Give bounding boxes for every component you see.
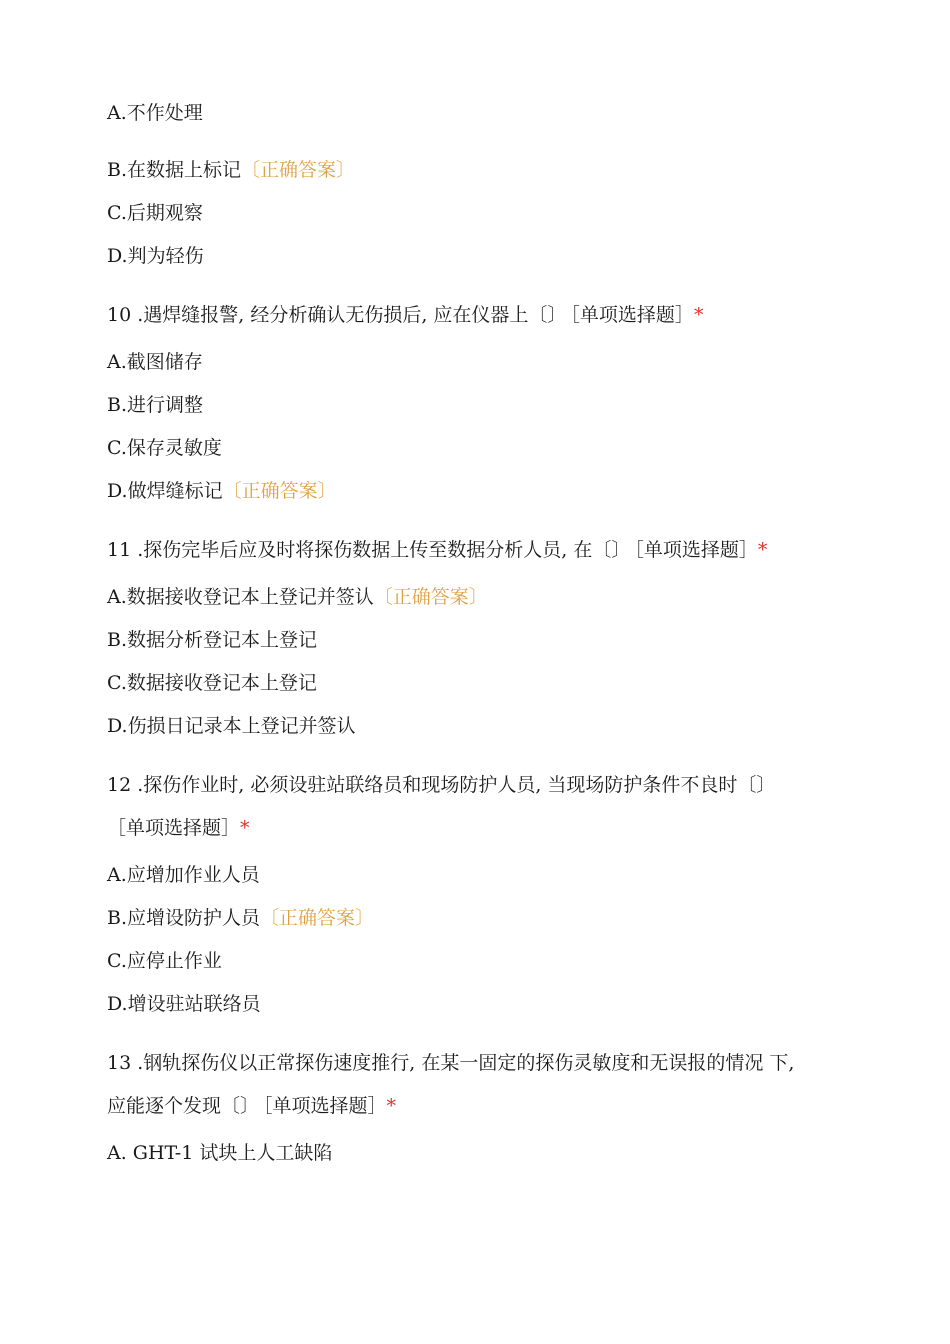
q11-option-b: B.数据分析登记本上登记 <box>107 629 318 651</box>
q10-stem: 10 .遇焊缝报警, 经分析确认无伤损后, 应在仪器上〔〕 ［单项选择题］* <box>107 304 704 326</box>
q13-stem-line1: 13 .钢轨探伤仪以正常探伤速度推行, 在某一固定的探伤灵敏度和无误报的情况 下, <box>107 1052 795 1074</box>
q9-option-a: A.不作处理 <box>107 102 203 124</box>
q12-option-a: A.应增加作业人员 <box>107 864 260 886</box>
question-type-label: ［单项选择题］ <box>107 817 241 839</box>
q12-stem-type <box>107 815 250 841</box>
correct-answer-tag: 〔正确答案〕 <box>373 586 488 608</box>
q12-option-b: B.应增设防护人员〔正确答案〕 <box>107 907 375 929</box>
required-mark: * <box>240 817 250 839</box>
q11-option-a: A.数据接收登记本上登记并签认〔正确答案〕 <box>107 586 488 608</box>
correct-answer-tag: 〔正确答案〕 <box>241 159 356 181</box>
q10-option-d: D.做焊缝标记〔正确答案〕 <box>107 480 337 502</box>
q12-option-c: C.应停止作业 <box>107 950 222 972</box>
q11-option-c: C.数据接收登记本上登记 <box>107 672 317 694</box>
q12-option-d: D.增设驻站联络员 <box>107 993 261 1015</box>
q9-option-d: D.判为轻伤 <box>107 245 204 267</box>
q11-option-d: D.伤损日记录本上登记并签认 <box>107 715 356 737</box>
correct-answer-tag: 〔正确答案〕 <box>222 480 337 502</box>
required-mark: * <box>757 539 768 561</box>
question-type-label: ［单项选择题］ <box>570 304 694 326</box>
required-mark: * <box>693 304 704 326</box>
q9-option-b: B.在数据上标记〔正确答案〕 <box>107 159 356 181</box>
q10-option-b: B.进行调整 <box>107 394 204 416</box>
question-type-label: ［单项选择题］ <box>634 539 758 561</box>
q13-stem-line2: 应能逐个发现〔〕 ［单项选择题］* <box>107 1095 397 1117</box>
q11-stem: 11 .探伤完毕后应及时将探伤数据上传至数据分析人员, 在〔〕 ［单项选择题］* <box>107 539 768 561</box>
q10-option-c: C.保存灵敏度 <box>107 437 222 459</box>
question-type-label: ［单项选择题］ <box>263 1095 387 1117</box>
correct-answer-tag: 〔正确答案〕 <box>260 907 375 929</box>
q13-option-a: A. GHT-1 试块上人工缺陷 <box>107 1142 333 1164</box>
q12-stem: 12 .探伤作业时, 必须设驻站联络员和现场防护人员, 当现场防护条件不良时〔〕 <box>107 774 776 796</box>
required-mark: * <box>386 1095 397 1117</box>
q10-option-a: A.截图储存 <box>107 351 203 373</box>
q9-option-c: C.后期观察 <box>107 202 203 224</box>
